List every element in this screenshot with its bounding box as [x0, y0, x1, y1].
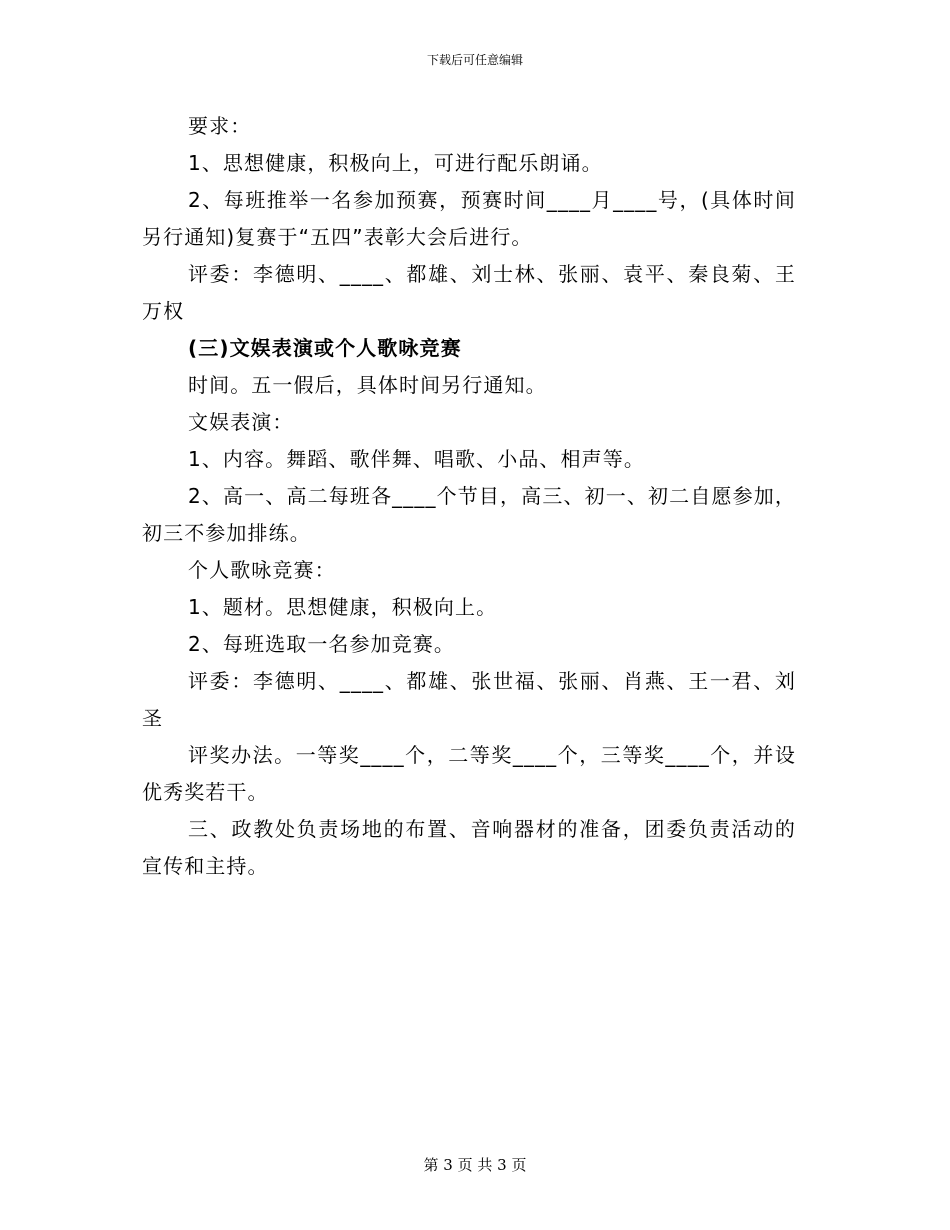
paragraph-requirement-2: 2、每班推举一名参加预赛，预赛时间____月____号，(具体时间另行通知)复赛于“五四”表彰大会后进行。: [142, 188, 796, 249]
paragraph-singing-selection: 2、每班选取一名参加竞赛。: [188, 632, 456, 656]
paragraph-performance-content: 1、内容。舞蹈、歌伴舞、唱歌、小品、相声等。: [188, 447, 645, 471]
page-footer: 第 3 页 共 3 页: [423, 1156, 527, 1174]
paragraph-judges-1: 评委：李德明、____、都雄、刘士林、张丽、袁平、秦良菊、王万权: [142, 262, 796, 323]
paragraph-responsibilities: 三、政教处负责场地的布置、音响器材的准备，团委负责活动的宣传和主持。: [142, 817, 796, 878]
paragraph-time: 时间。五一假后，具体时间另行通知。: [188, 373, 547, 397]
paragraph-performance-heading: 文娱表演：: [188, 410, 294, 434]
paragraph-judges-2: 评委：李德明、____、都雄、张世福、张丽、肖燕、王一君、刘圣: [142, 669, 796, 730]
paragraph-singing-heading: 个人歌咏竞赛：: [188, 558, 336, 582]
document-body: [142, 108, 796, 885]
page-header: 下载后可任意编辑: [426, 53, 523, 67]
paragraph-requirements-heading: 要求：: [188, 114, 252, 138]
paragraph-requirement-1: 1、思想健康，积极向上，可进行配乐朗诵。: [188, 151, 603, 175]
paragraph-singing-theme: 1、题材。思想健康，积极向上。: [188, 595, 498, 619]
section-heading-performance: (三)文娱表演或个人歌咏竞赛: [188, 336, 462, 360]
paragraph-performance-quota: 2、高一、高二每班各____个节目，高三、初一、初二自愿参加，初三不参加排练。: [142, 484, 796, 545]
paragraph-awards: 评奖办法。一等奖____个，二等奖____个，三等奖____个，并设优秀奖若干。: [142, 743, 796, 804]
